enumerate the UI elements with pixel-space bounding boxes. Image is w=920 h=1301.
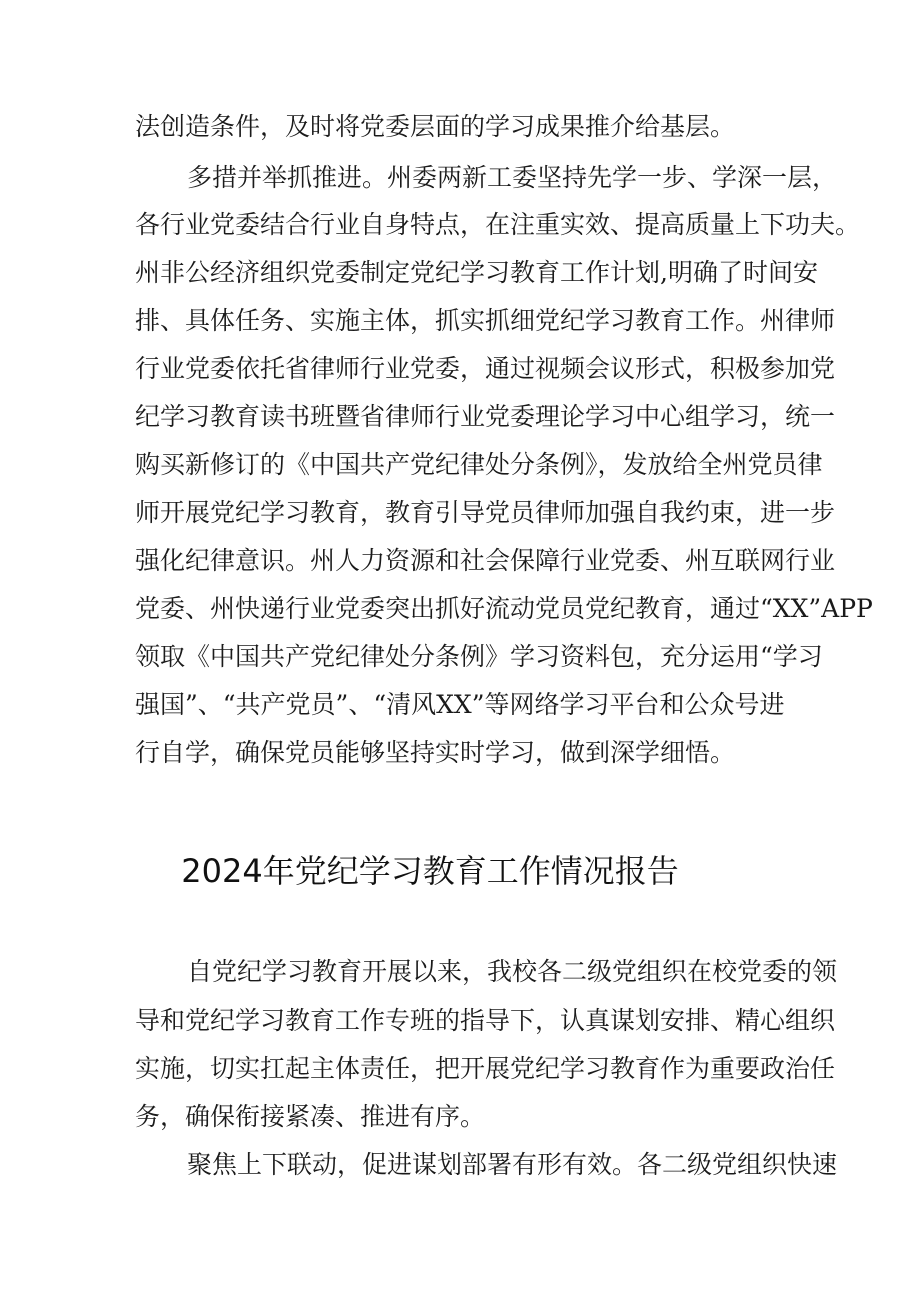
paragraph-line: 法创造条件，及时将党委层面的学习成果推介给基层。 [135,112,736,141]
paragraph-line: 聚焦上下联动，促进谋划部署有形有效。各二级党组织快速 [187,1150,838,1179]
paragraph-line: 排、具体任务、实施主体，抓实抓细党纪学习教育工作。州律师 [135,306,836,335]
paragraph-line: 实施，切实扛起主体责任，把开展党纪学习教育作为重要政治任 [135,1054,836,1083]
paragraph-line: 自党纪学习教育开展以来，我校各二级党组织在校党委的领 [187,957,838,986]
paragraph-line: 购买新修订的《中国共产党纪律处分条例》，发放给全州党员律 [135,450,823,479]
paragraph-line: 导和党纪学习教育工作专班的指导下，认真谋划安排、精心组织 [135,1006,836,1035]
paragraph-line: 行自学，确保党员能够坚持实时学习，做到深学细悟。 [135,738,736,767]
paragraph-line: 州非公经济组织党委制定党纪学习教育工作计划,明确了时间安 [135,258,818,287]
paragraph-line: 党委、州快递行业党委突出抓好流动党员党纪教育，通过“XX”APP [135,594,873,623]
paragraph-line: 强化纪律意识。州人力资源和社会保障行业党委、州互联网行业 [135,546,836,575]
paragraph-line: 师开展党纪学习教育，教育引导党员律师加强自我约束，进一步 [135,498,836,527]
paragraph-line: 务，确保衔接紧凑、推进有序。 [135,1102,486,1131]
paragraph-line: 行业党委依托省律师行业党委，通过视频会议形式，积极参加党 [135,354,836,383]
paragraph-line: 强国”、“共产党员”、“清风XX”等网络学习平台和公众号进 [135,690,785,719]
paragraph-line: 领取《中国共产党纪律处分条例》学习资料包，充分运用“学习 [135,642,823,671]
paragraph-line: 各行业党委结合行业自身特点，在注重实效、提高质量上下功夫。 [135,210,861,239]
paragraph-line: 纪学习教育读书班暨省律师行业党委理论学习中心组学习，统一 [135,402,836,431]
report-title: 2024年党纪学习教育工作情况报告 [181,852,679,890]
paragraph-line: 多措并举抓推进。州委两新工委坚持先学一步、学深一层， [187,163,838,192]
